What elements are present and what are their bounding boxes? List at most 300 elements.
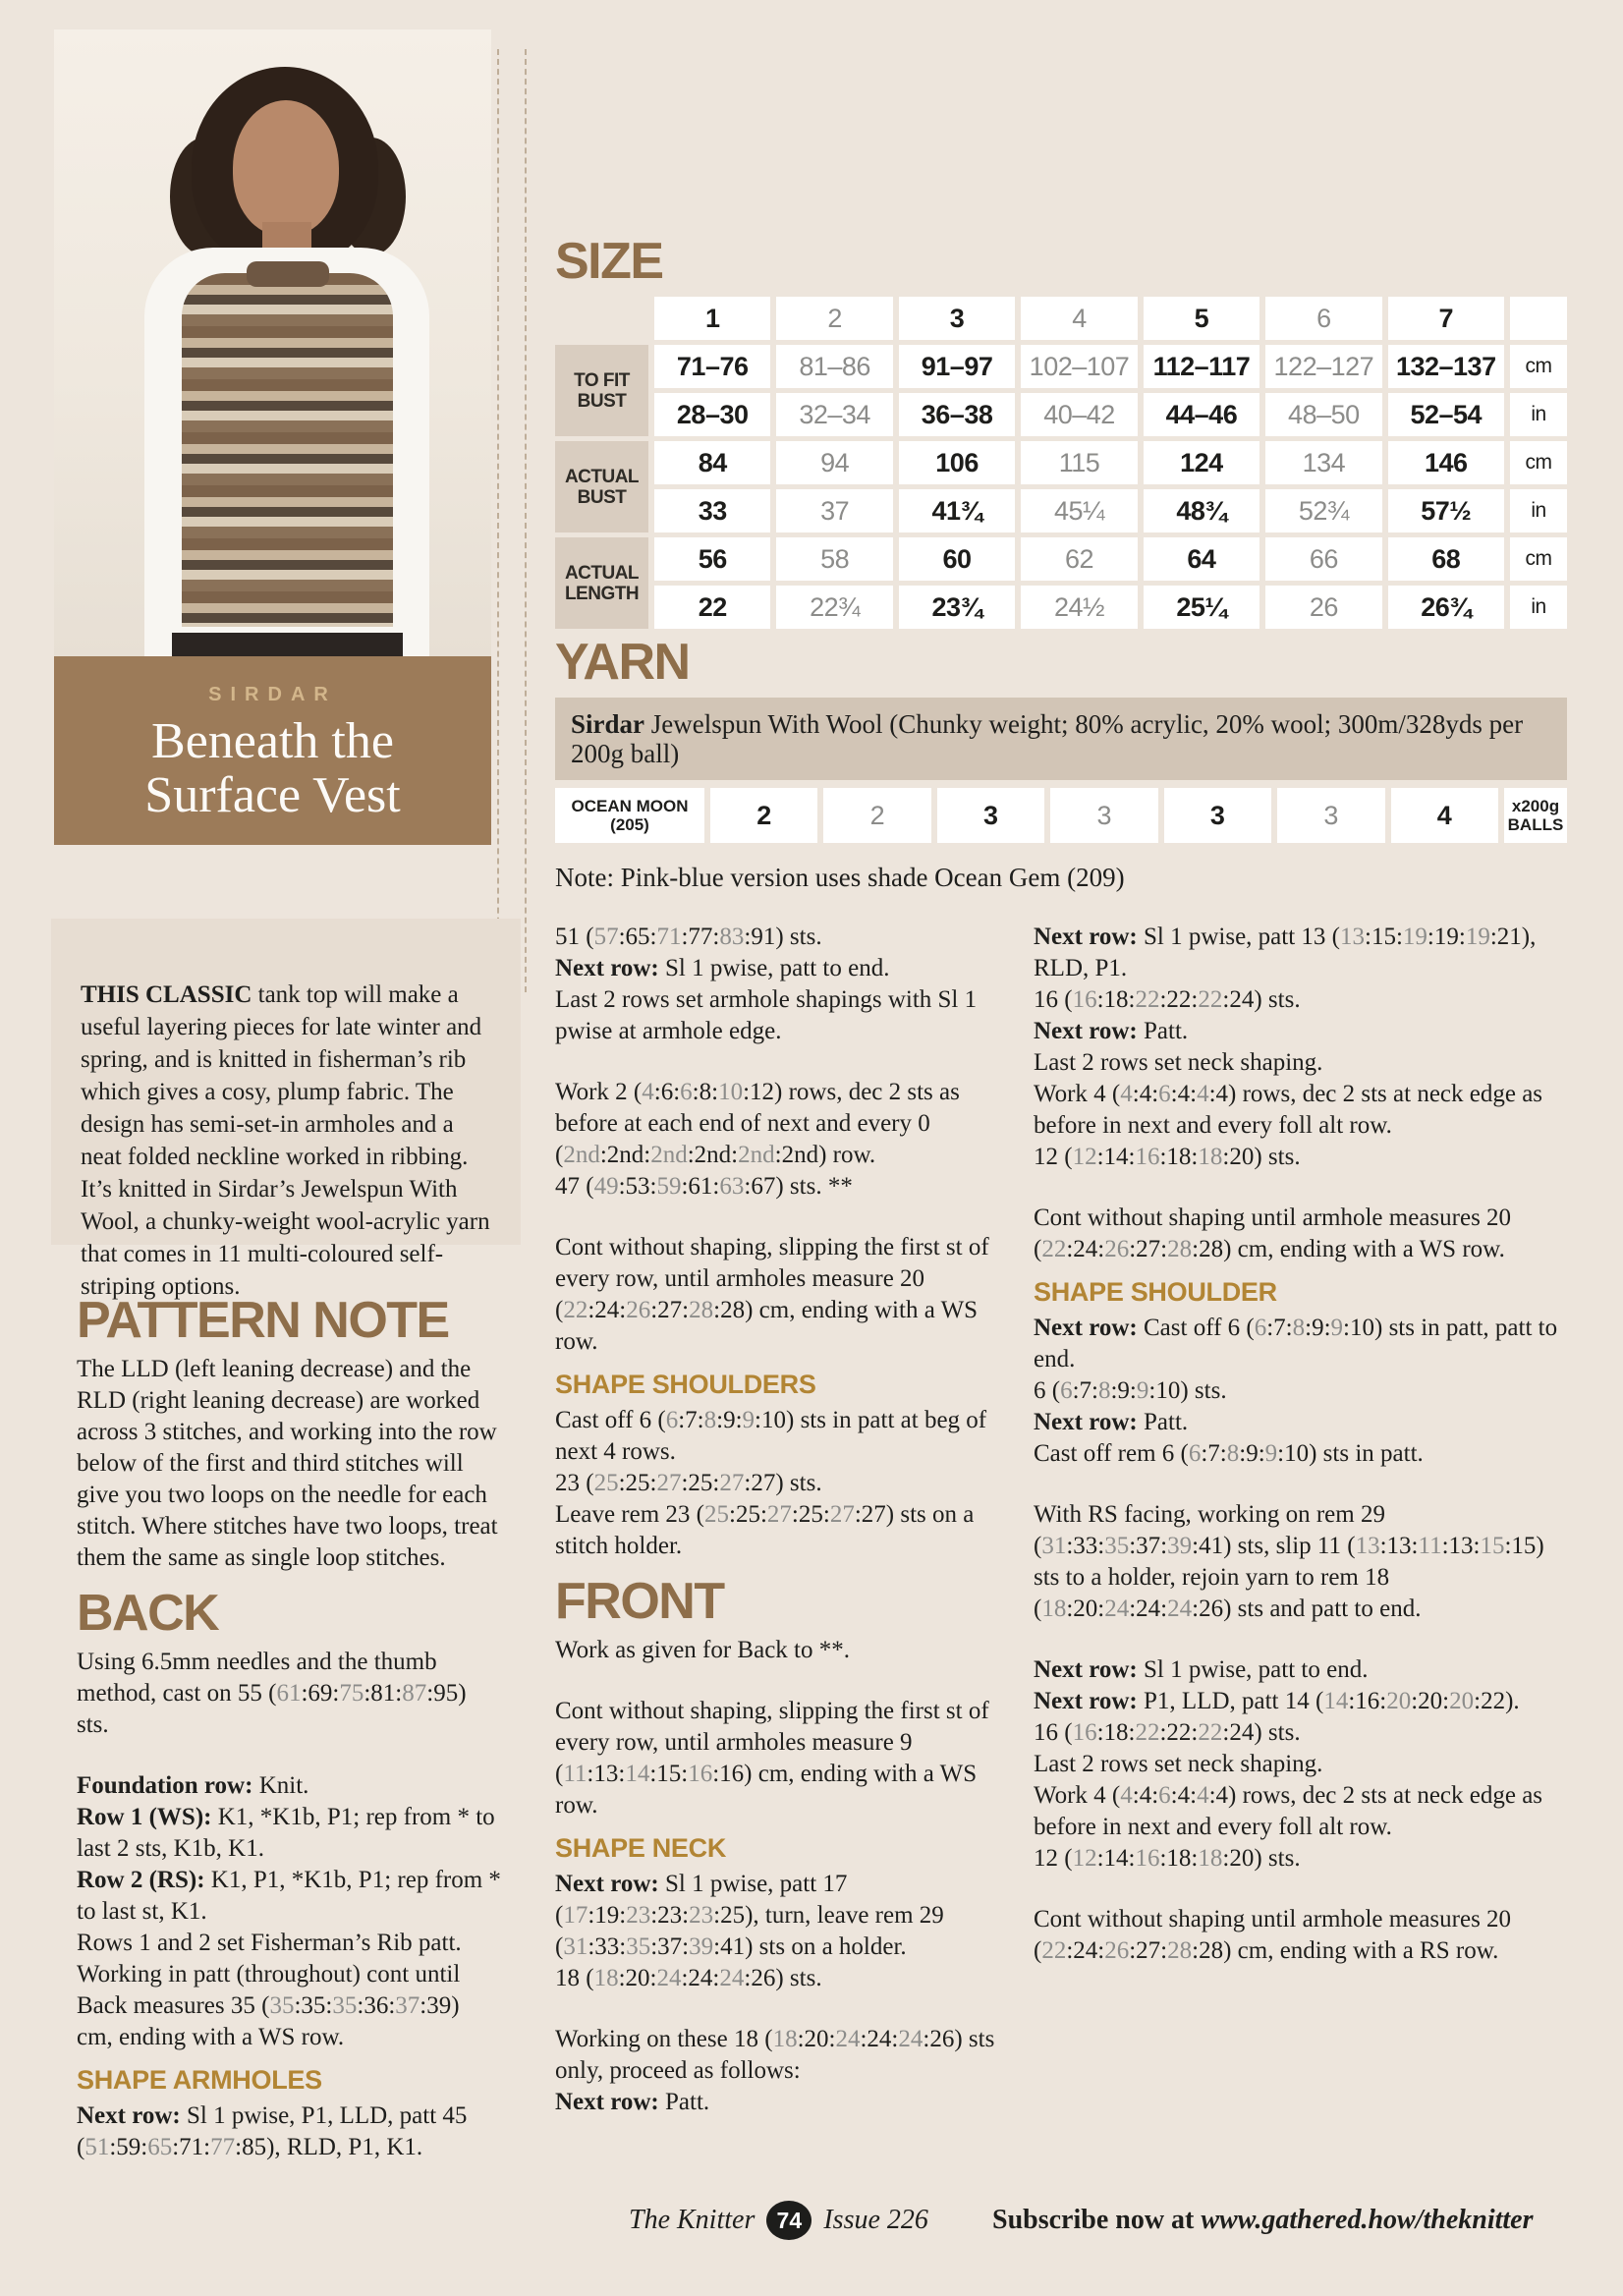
text: :9:: [716, 1407, 743, 1433]
text: Cont without shaping until armhole measures 20 (: [1034, 1204, 1512, 1262]
alt-size-number: 28: [689, 1297, 714, 1323]
text: Cast off rem 6 (: [1034, 1440, 1189, 1467]
text: :27) sts on a stitch holder.: [555, 1501, 975, 1559]
text: :18:: [1159, 1144, 1199, 1170]
text: :22:: [1159, 986, 1199, 1013]
text: :14:: [1096, 1144, 1136, 1170]
text: Sl 1 pwise, P1, LLD, patt 45 (: [77, 2102, 468, 2160]
text: :35:: [294, 1992, 333, 2019]
alt-size-number: 9: [1330, 1315, 1344, 1341]
text: :16) cm, ending with a WS row.: [555, 1761, 978, 1819]
yarn-note: Note: Pink-blue version uses shade Ocean Gem (209): [555, 863, 1125, 892]
stitch-divider: [497, 49, 527, 992]
pattern-paragraph: [77, 1770, 501, 1802]
alt-size-number: 71: [656, 924, 682, 950]
intro-paragraph: [81, 979, 491, 1303]
alt-size-number: 12: [1072, 1845, 1097, 1872]
text: K1, P1, *K1b, P1; rep from * to last st, K1.: [77, 1867, 501, 1925]
text: :24:: [1129, 1596, 1168, 1622]
text: :25:: [729, 1501, 767, 1528]
pattern-paragraph: [77, 1928, 501, 1959]
pattern-paragraph: [1034, 922, 1572, 984]
text: Cont without shaping until armhole measures 20 (: [1034, 1906, 1512, 1964]
subscribe-text: Subscribe now at: [992, 2205, 1202, 2235]
text: :91) sts.: [744, 924, 822, 950]
pattern-paragraph: [1034, 1313, 1572, 1375]
alt-size-number: 51: [84, 2134, 110, 2160]
ball-count-cell: 4: [1391, 788, 1498, 843]
pattern-paragraph: [555, 2024, 1007, 2087]
size-value-cell: 68: [1388, 537, 1504, 581]
photo-vest-collar: [247, 261, 329, 287]
pattern-paragraph: [77, 1865, 501, 1928]
photo-face: [233, 100, 339, 236]
pattern-paragraph: [555, 1171, 1007, 1203]
text: :13:: [1379, 1533, 1419, 1559]
pattern-paragraph: [1034, 1203, 1572, 1265]
pattern-paragraph: [77, 1647, 501, 1741]
pattern-paragraph: [1034, 1717, 1572, 1749]
size-value-cell: 36–38: [899, 393, 1015, 436]
issue-number: Issue 226: [823, 2205, 928, 2235]
text: :9:: [1110, 1377, 1137, 1404]
text: 51 (: [555, 924, 594, 950]
pattern-paragraph: [555, 1077, 1007, 1171]
text: :65:: [618, 924, 657, 950]
alt-size-number: 28: [1167, 1937, 1193, 1964]
size-column-header: 7: [1388, 297, 1504, 340]
size-column-header: 4: [1021, 297, 1137, 340]
size-value-cell: 62: [1021, 537, 1137, 581]
pattern-paragraph: [1034, 1142, 1572, 1173]
alt-size-number: 4: [1120, 1782, 1133, 1809]
ball-count-cell: 2: [823, 788, 930, 843]
yarn-brand: Sirdar: [571, 709, 645, 739]
text: :7:: [1201, 1440, 1227, 1467]
section-heading: BACK: [77, 1585, 219, 1642]
text: Cont without shaping, slipping the first st of every row, until armholes measure 9 (: [555, 1698, 989, 1787]
text: 6 (: [1034, 1377, 1061, 1404]
pattern-title-line2: Surface Vest: [144, 767, 401, 823]
text: Work 4 (: [1034, 1081, 1121, 1107]
size-value-cell: 58: [776, 537, 892, 581]
text: :27:: [1129, 1937, 1168, 1964]
text: :24:: [1066, 1236, 1105, 1262]
text: :33:: [1066, 1533, 1105, 1559]
text: Using 6.5mm needles and the thumb method, cast on 55 (: [77, 1649, 437, 1707]
text: :41) sts, slip 11 (: [1192, 1533, 1356, 1559]
balls-unit-line: BALLS: [1507, 815, 1564, 834]
yarn-info-box: [555, 698, 1567, 780]
text: :77:: [681, 924, 720, 950]
alt-size-number: 11: [563, 1761, 588, 1787]
size-value-cell: 112–117: [1144, 345, 1259, 388]
text: :27:: [650, 1297, 690, 1323]
text: 16 (: [1034, 1719, 1073, 1746]
size-value-cell: 26: [1265, 586, 1381, 629]
text: Sl 1 pwise, patt 17 (: [555, 1871, 848, 1929]
alt-size-number: 77: [210, 2134, 236, 2160]
photo-knitted-vest: [182, 273, 393, 627]
text: :25:: [791, 1501, 830, 1528]
text: :4:: [1132, 1081, 1159, 1107]
text: Cont without shaping, slipping the first st of every row, until armholes measure 20 (: [555, 1234, 989, 1323]
pattern-paragraph: [77, 1959, 501, 2053]
text: Working in patt (throughout) cont until Back measures 35 (: [77, 1961, 461, 2019]
size-value-cell: 26¾: [1388, 586, 1504, 629]
alt-size-number: 27: [656, 1470, 682, 1496]
text: :28) cm, ending with a RS row.: [1192, 1937, 1499, 1964]
size-heading: SIZE: [555, 233, 663, 290]
alt-size-number: 24: [898, 2026, 923, 2052]
text: Sl 1 pwise, patt 13 (: [1137, 924, 1340, 950]
alt-size-number: 9: [1136, 1377, 1149, 1404]
text: :59:: [109, 2134, 148, 2160]
text: :18:: [1096, 986, 1136, 1013]
text: :4) rows, dec 2 sts at neck edge as before in next and every foll alt row.: [1034, 1081, 1543, 1139]
text: :26) sts.: [744, 1965, 822, 1991]
alt-size-number: 27: [766, 1501, 792, 1528]
ball-count-cell: 2: [710, 788, 817, 843]
photo-skirt: [172, 633, 403, 658]
alt-size-number: 8: [1097, 1377, 1111, 1404]
text: :9:: [1305, 1315, 1331, 1341]
text: :81:: [364, 1680, 403, 1707]
text: :24:: [1066, 1937, 1105, 1964]
size-value-cell: 106: [899, 441, 1015, 484]
alt-size-number: 61: [276, 1680, 302, 1707]
pattern-paragraph: [1034, 1686, 1572, 1717]
bold-text: Next row:: [1034, 1688, 1138, 1714]
text: :18:: [1096, 1719, 1136, 1746]
unit-header-cell: [1510, 297, 1567, 340]
unit-cell: in: [1510, 586, 1567, 629]
size-value-cell: 115: [1021, 441, 1137, 484]
pattern-paragraph: [1034, 1654, 1572, 1686]
shade-name-line: (205): [610, 815, 649, 834]
ball-count-cell: 3: [1277, 788, 1384, 843]
pattern-paragraph: [555, 1963, 1007, 1994]
text: :16:: [1348, 1688, 1387, 1714]
alt-size-number: 22: [1041, 1236, 1067, 1262]
row-label-line: TO FIT: [574, 369, 630, 391]
text: Work as given for Back to **.: [555, 1637, 850, 1663]
size-value-cell: 28–30: [654, 393, 770, 436]
alt-size-number: 14: [625, 1761, 650, 1787]
unit-cell: cm: [1510, 441, 1567, 484]
alt-size-number: 83: [719, 924, 745, 950]
alt-size-number: 16: [1072, 1719, 1097, 1746]
alt-size-number: 19: [1465, 924, 1490, 950]
column-left: [77, 1292, 501, 2163]
alt-size-number: 17: [563, 1902, 588, 1929]
unit-cell: cm: [1510, 345, 1567, 388]
size-value-cell: 24½: [1021, 586, 1137, 629]
alt-size-number: 6: [665, 1407, 679, 1433]
alt-size-number: 31: [1041, 1533, 1067, 1559]
text: :95) sts.: [77, 1680, 467, 1738]
size-value-cell: 64: [1144, 537, 1259, 581]
pattern-paragraph: [1034, 1079, 1572, 1142]
page-number-badge: 74: [766, 2201, 812, 2240]
paragraph-gap: [1034, 1875, 1572, 1904]
alt-size-number: 31: [563, 1933, 588, 1960]
alt-size-number: 26: [1104, 1937, 1130, 1964]
alt-size-number: 15: [1480, 1533, 1505, 1559]
text: :24:: [681, 1965, 720, 1991]
paragraph-gap: [555, 1203, 1007, 1232]
text: :24) sts.: [1222, 1719, 1301, 1746]
alt-size-number: 18: [1198, 1144, 1223, 1170]
text: :69:: [301, 1680, 340, 1707]
text: 12 (: [1034, 1144, 1073, 1170]
alt-size-number: 4: [1197, 1782, 1209, 1809]
text: :20:: [1066, 1596, 1105, 1622]
text: :2nd:: [687, 1142, 739, 1168]
size-value-cell: 122–127: [1265, 345, 1381, 388]
alt-size-number: 28: [1167, 1236, 1193, 1262]
size-value-cell: 41¾: [899, 489, 1015, 532]
bold-text: Next row:: [1034, 1656, 1138, 1683]
shade-name-cell: [555, 788, 704, 843]
text: :20) sts.: [1222, 1845, 1301, 1872]
column-right: [1034, 922, 1572, 1967]
text: :71:: [172, 2134, 211, 2160]
alt-size-number: 8: [1292, 1315, 1306, 1341]
alt-size-number: 39: [689, 1933, 714, 1960]
pattern-paragraph: [555, 1869, 1007, 1963]
balls-unit-cell: [1504, 788, 1567, 843]
alt-size-number: 2nd: [563, 1142, 600, 1168]
footer-right: [992, 2205, 1534, 2236]
alt-size-number: 2nd: [738, 1142, 775, 1168]
alt-size-number: 24: [1104, 1596, 1130, 1622]
text: Patt.: [1137, 1409, 1189, 1435]
alt-size-number: 65: [147, 2134, 173, 2160]
size-value-cell: 32–34: [776, 393, 892, 436]
text: :22:: [1159, 1719, 1199, 1746]
text: Last 2 rows set neck shaping.: [1034, 1049, 1323, 1076]
paragraph-gap: [1034, 1173, 1572, 1203]
text: Work 4 (: [1034, 1782, 1121, 1809]
text: :37:: [650, 1933, 690, 1960]
alt-size-number: 63: [719, 1173, 745, 1200]
pattern-paragraph: [1034, 1843, 1572, 1875]
text: :2nd:: [599, 1142, 651, 1168]
pattern-paragraph: [555, 1405, 1007, 1468]
text: P1, LLD, patt 14 (: [1137, 1688, 1324, 1714]
row-label: [555, 441, 648, 532]
text: Cast off 6 (: [1137, 1315, 1255, 1341]
row-label-line: ACTUAL: [564, 466, 640, 487]
alt-size-number: 4: [1197, 1081, 1209, 1107]
alt-size-number: 6: [1158, 1081, 1171, 1107]
brand-name: SIRDAR: [208, 684, 337, 705]
alt-size-number: 22: [1135, 986, 1160, 1013]
sub-heading: SHAPE SHOULDER: [1034, 1277, 1277, 1307]
pattern-paragraph: [1034, 1499, 1572, 1625]
pattern-paragraph: [77, 1354, 501, 1574]
text: :37:: [1129, 1533, 1168, 1559]
bold-text: Next row:: [555, 955, 659, 981]
paragraph-gap: [555, 1994, 1007, 2024]
bold-text: Next row:: [1034, 924, 1138, 950]
text: :18:: [1159, 1845, 1199, 1872]
alt-size-number: 23: [626, 1902, 651, 1929]
text: :24) sts.: [1222, 986, 1301, 1013]
alt-size-number: 24: [1167, 1596, 1193, 1622]
size-value-cell: 132–137: [1388, 345, 1504, 388]
balls-unit-line: x200g: [1511, 797, 1560, 815]
size-value-cell: 25¼: [1144, 586, 1259, 629]
pattern-paragraph: [1034, 1407, 1572, 1438]
text: :4:: [1170, 1782, 1198, 1809]
pattern-title: [54, 714, 491, 822]
text: :4:: [1132, 1782, 1159, 1809]
size-value-cell: 94: [776, 441, 892, 484]
size-value-cell: 52–54: [1388, 393, 1504, 436]
title-block: [54, 656, 491, 845]
alt-size-number: 35: [332, 1992, 358, 2019]
text: Leave rem 23 (: [555, 1501, 705, 1528]
text: :4) rows, dec 2 sts at neck edge as before in next and every foll alt row.: [1034, 1782, 1543, 1840]
pattern-paragraph: [555, 984, 1007, 1047]
text: Working on these 18 (: [555, 2026, 773, 2052]
text: :25:: [618, 1470, 657, 1496]
text: Last 2 rows set armhole shapings with Sl 1 pwise at armhole edge.: [555, 986, 978, 1044]
alt-size-number: 8: [703, 1407, 717, 1433]
text: :7:: [678, 1407, 704, 1433]
text: :33:: [588, 1933, 627, 1960]
ball-count-cell: 3: [1164, 788, 1271, 843]
alt-size-number: 9: [1264, 1440, 1278, 1467]
text: :20:: [797, 2026, 836, 2052]
alt-size-number: 12: [1072, 1144, 1097, 1170]
section-heading: PATTERN NOTE: [77, 1292, 449, 1349]
text: 47 (: [555, 1173, 594, 1200]
pattern-title-line1: Beneath the: [151, 713, 394, 769]
size-value-cell: 45¼: [1021, 489, 1137, 532]
text: :10) sts in patt, patt to end.: [1034, 1315, 1558, 1372]
yarn-description: Jewelspun With Wool (Chunky weight; 80% acrylic, 20% wool; 300m/328yds per 200g ball): [571, 709, 1524, 768]
text: 16 (: [1034, 986, 1073, 1013]
text: :24:: [860, 2026, 899, 2052]
size-column-header: 1: [654, 297, 770, 340]
text: :15:: [649, 1761, 689, 1787]
size-column-header: 2: [776, 297, 892, 340]
alt-size-number: 11: [1418, 1533, 1442, 1559]
text: :10) sts in patt at beg of next 4 rows.: [555, 1407, 987, 1465]
text: :24:: [588, 1297, 627, 1323]
text: :12) rows, dec 2 sts as before at each end of next and every 0 (: [555, 1079, 960, 1168]
pattern-paragraph: [1034, 1904, 1572, 1967]
text: :28) cm, ending with a WS row.: [555, 1297, 979, 1355]
text: :19:: [1427, 924, 1466, 950]
row-label-line: BUST: [577, 390, 627, 412]
text: 12 (: [1034, 1845, 1073, 1872]
text: The LLD (left leaning decrease) and the RLD (right leaning decrease) are worked across 3 stitches, and working into the row below of the first and third stitches will give you two loops on the needle for each stitch. Where stitches have two loops, treat them the same as single loop stitches.: [77, 1356, 498, 1571]
text: :27:: [1129, 1236, 1168, 1262]
alt-size-number: 6: [1060, 1377, 1073, 1404]
alt-size-number: 49: [593, 1173, 619, 1200]
alt-size-number: 37: [395, 1992, 420, 2019]
size-column-header: 3: [899, 297, 1015, 340]
alt-size-number: 35: [626, 1933, 651, 1960]
magazine-name: The Knitter: [629, 2205, 756, 2235]
alt-size-number: 22: [1198, 986, 1223, 1013]
alt-size-number: 4: [1120, 1081, 1133, 1107]
alt-size-number: 16: [688, 1761, 713, 1787]
unit-cell: in: [1510, 393, 1567, 436]
text: Last 2 rows set neck shaping.: [1034, 1751, 1323, 1777]
intro-box: [51, 919, 521, 1300]
text: :10) sts.: [1148, 1377, 1227, 1404]
unit-cell: in: [1510, 489, 1567, 532]
alt-size-number: 8: [1226, 1440, 1240, 1467]
text: :9:: [1239, 1440, 1265, 1467]
alt-size-number: 25: [704, 1501, 730, 1528]
text: :25:: [681, 1470, 720, 1496]
row-label: [555, 345, 648, 436]
text: 23 (: [555, 1470, 594, 1496]
size-value-cell: 66: [1265, 537, 1381, 581]
row-label-line: ACTUAL: [564, 562, 640, 584]
alt-size-number: 4: [642, 1079, 654, 1105]
size-value-cell: 22: [654, 586, 770, 629]
alt-size-number: 24: [656, 1965, 682, 1991]
sub-heading: SHAPE NECK: [555, 1833, 727, 1863]
paragraph-gap: [1034, 1470, 1572, 1499]
alt-size-number: 20: [1386, 1688, 1412, 1714]
size-value-cell: 134: [1265, 441, 1381, 484]
text: :85), RLD, P1, K1.: [235, 2134, 423, 2160]
pattern-paragraph: [1034, 1016, 1572, 1047]
alt-size-number: 39: [1167, 1533, 1193, 1559]
pattern-paragraph: [555, 922, 1007, 953]
unit-cell: cm: [1510, 537, 1567, 581]
text: Work 2 (: [555, 1079, 643, 1105]
size-value-cell: 40–42: [1021, 393, 1137, 436]
text: :27) sts.: [744, 1470, 822, 1496]
bold-text: Row 2 (RS):: [77, 1867, 205, 1893]
text: Patt.: [1137, 1018, 1189, 1044]
pattern-paragraph: [77, 2100, 501, 2163]
text: Sl 1 pwise, patt to end.: [658, 955, 890, 981]
text: :10) sts in patt.: [1277, 1440, 1424, 1467]
row-label-line: BUST: [577, 486, 627, 508]
text: :4:: [1170, 1081, 1198, 1107]
text: :7:: [1266, 1315, 1293, 1341]
alt-size-number: 22: [1198, 1719, 1223, 1746]
text: :67) sts. **: [744, 1173, 853, 1200]
table-corner: [555, 297, 648, 340]
text: :19:: [588, 1902, 627, 1929]
pattern-paragraph: [1034, 1047, 1572, 1079]
text: :13:: [1441, 1533, 1481, 1559]
row-label: [555, 537, 648, 629]
size-value-cell: 44–46: [1144, 393, 1259, 436]
size-value-cell: 71–76: [654, 345, 770, 388]
text: :6:: [653, 1079, 681, 1105]
alt-size-number: 22: [1135, 1719, 1160, 1746]
bold-text: Next row:: [1034, 1315, 1138, 1341]
size-column-header: 6: [1265, 297, 1381, 340]
subscribe-url: www.gathered.how/theknitter: [1201, 2205, 1534, 2235]
text: :28) cm, ending with a WS row.: [1192, 1236, 1505, 1262]
size-value-cell: 146: [1388, 441, 1504, 484]
alt-size-number: 24: [719, 1965, 745, 1991]
pattern-paragraph: [555, 1499, 1007, 1562]
